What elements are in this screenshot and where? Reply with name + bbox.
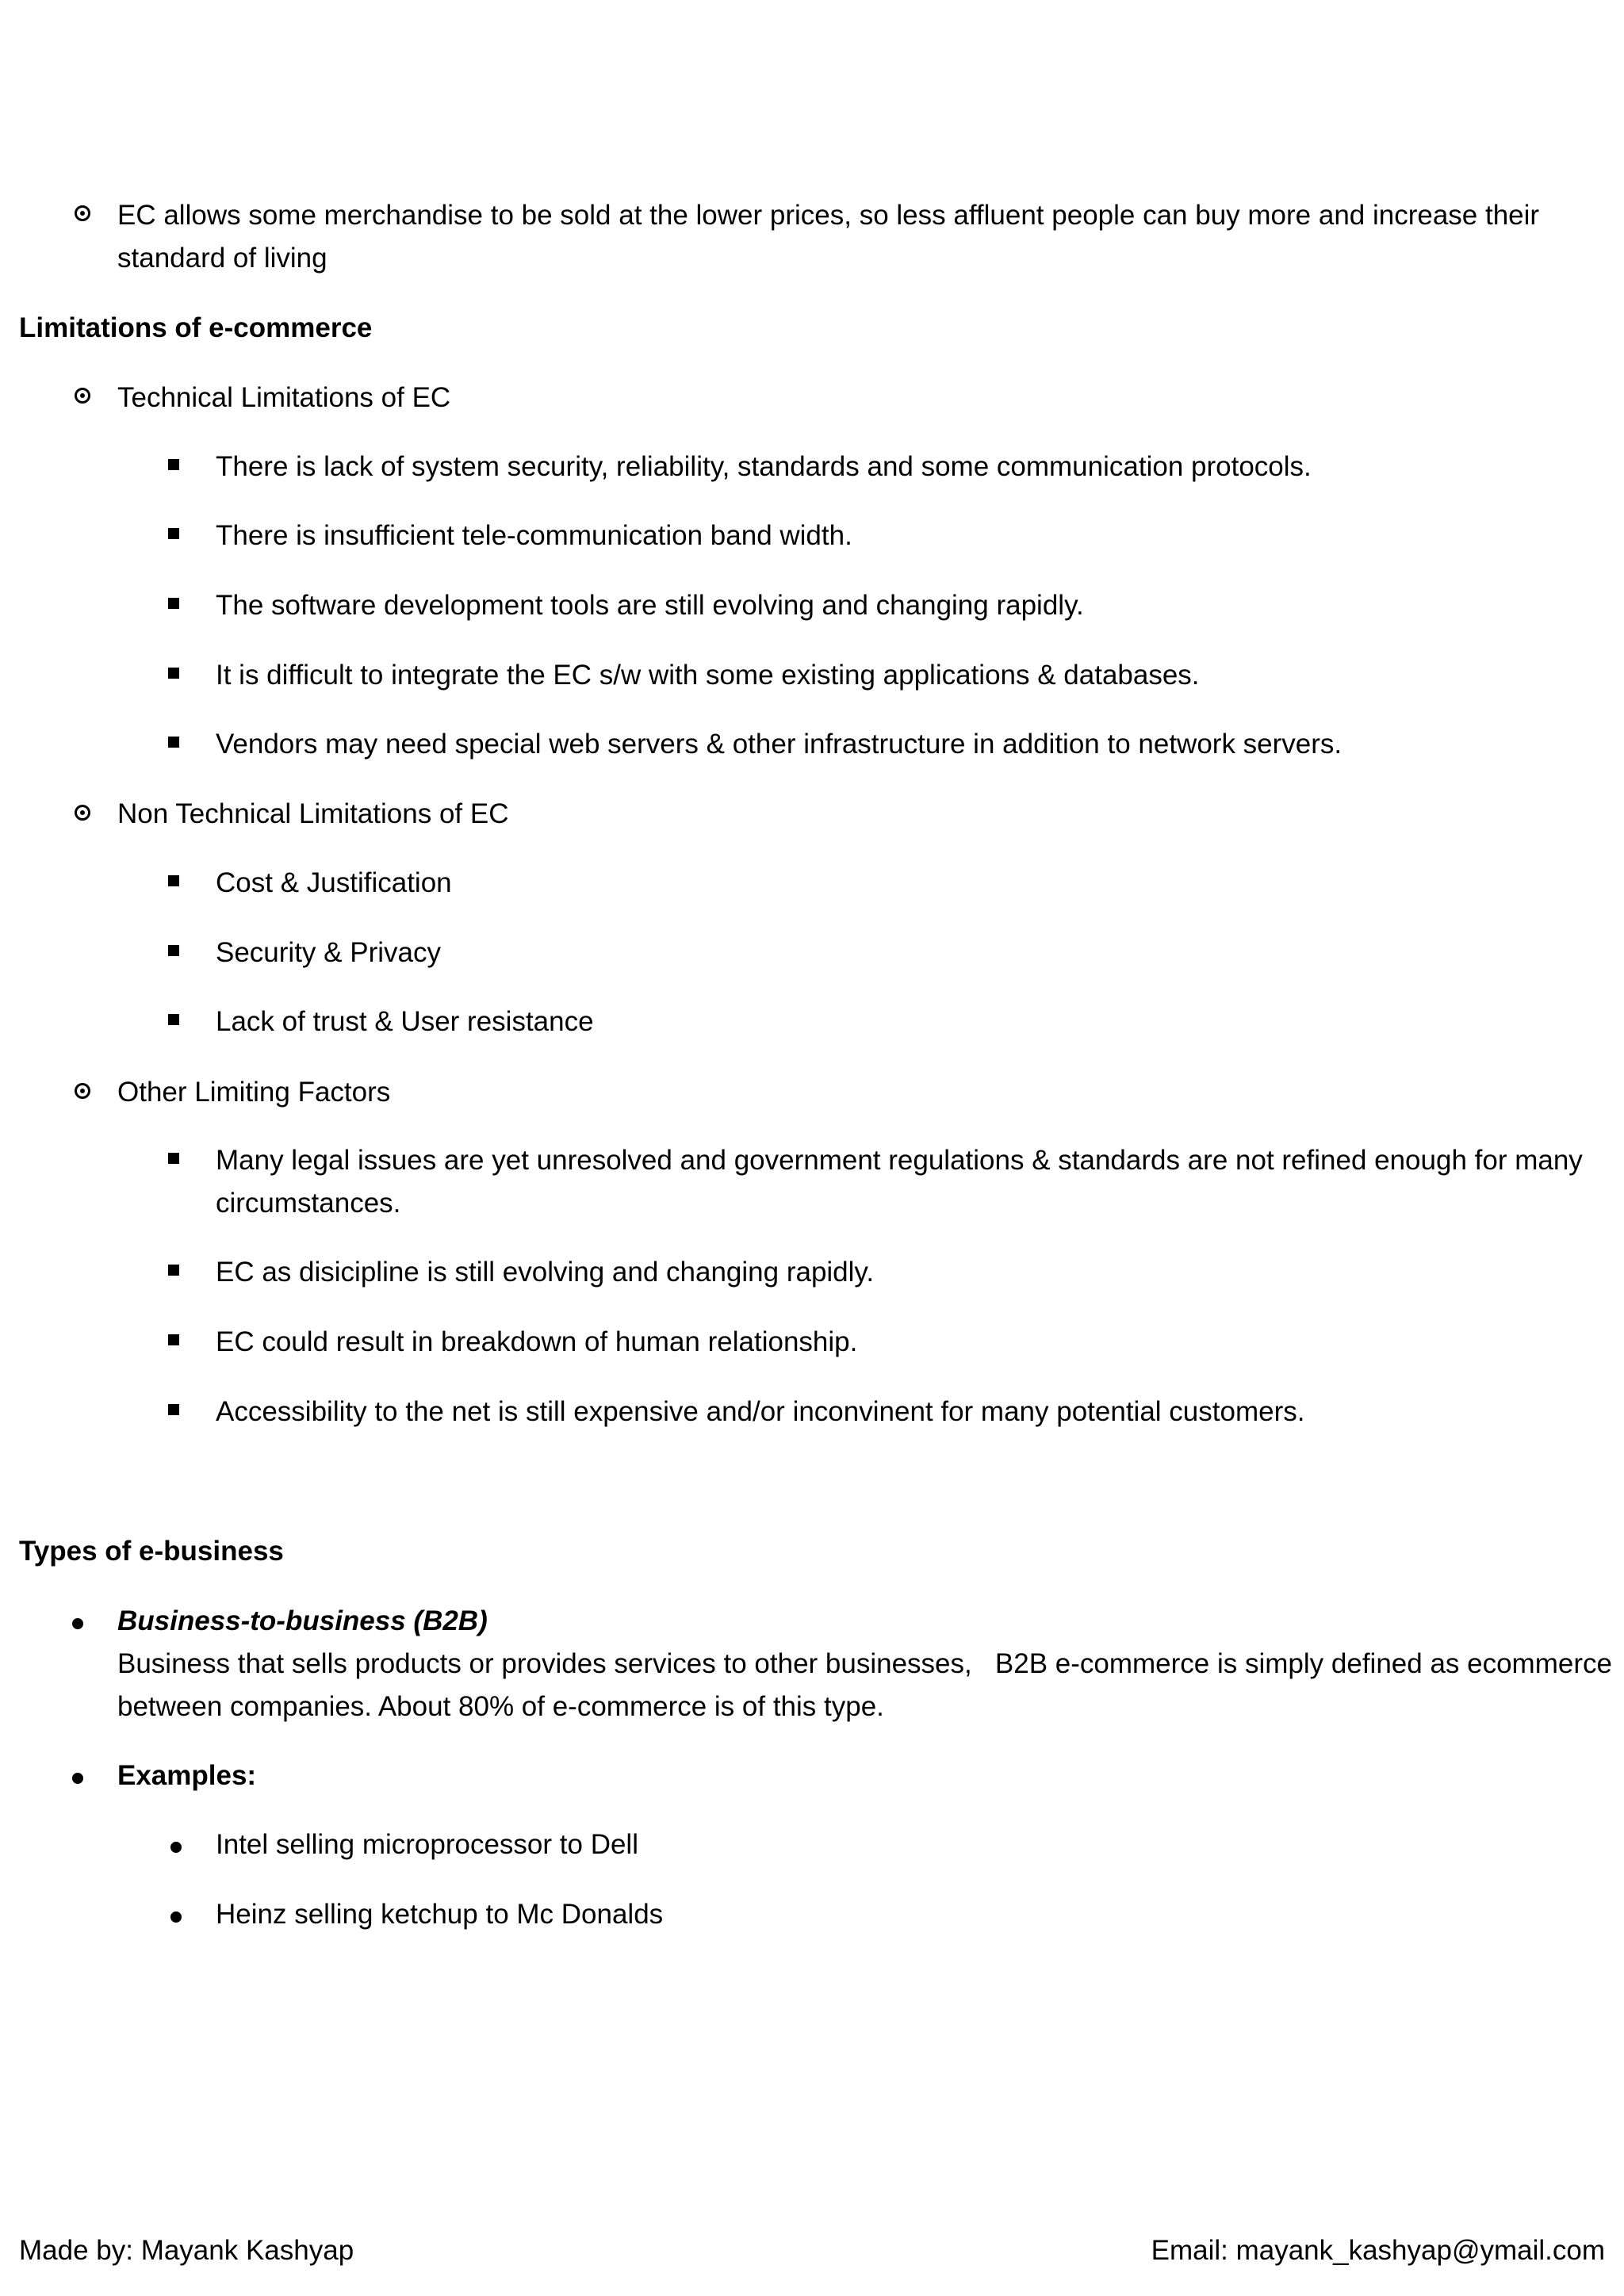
dot-bullet-icon [72, 1618, 83, 1629]
example-item: Intel selling microprocessor to Dell [216, 1829, 638, 1860]
square-bullet-icon [168, 459, 179, 470]
square-bullet-icon [168, 875, 179, 886]
square-bullet-icon [168, 1265, 179, 1276]
target-bullet-icon [75, 1083, 90, 1099]
non-technical-item: Security & Privacy [216, 937, 441, 968]
dot-bullet-icon [72, 1773, 83, 1784]
square-bullet-icon [168, 668, 179, 679]
square-bullet-icon [168, 1153, 179, 1164]
square-bullet-icon [168, 1334, 179, 1345]
dot-bullet-icon [170, 1842, 182, 1853]
non-technical-label: Non Technical Limitations of EC [117, 798, 509, 829]
square-bullet-icon [168, 1014, 179, 1025]
other-item-line2: circumstances. [216, 1188, 401, 1219]
b2b-description-line1: Business that sells products or provides services to other businesses, B2B e-commerce is simply defined as ecommerce [117, 1648, 1612, 1679]
limitations-heading: Limitations of e-commerce [19, 312, 373, 343]
technical-item: Vendors may need special web servers & other infrastructure in addition to network servers. [216, 729, 1342, 760]
target-bullet-icon [75, 205, 90, 221]
target-bullet-icon [75, 388, 90, 404]
types-heading: Types of e-business [19, 1536, 284, 1567]
footer-email: Email: mayank_kashyap@ymail.com [1151, 2235, 1605, 2266]
dot-bullet-icon [170, 1911, 182, 1923]
square-bullet-icon [168, 528, 179, 539]
technical-item: There is insufficient tele-communication band width. [216, 520, 852, 551]
square-bullet-icon [168, 737, 179, 748]
target-bullet-icon [75, 805, 90, 821]
examples-label: Examples: [117, 1760, 257, 1791]
square-bullet-icon [168, 1404, 179, 1415]
square-bullet-icon [168, 598, 179, 609]
square-bullet-icon [168, 945, 179, 956]
intro-bullet-line2: standard of living [117, 243, 327, 274]
technical-item: There is lack of system security, reliability, standards and some communication protocols. [216, 451, 1312, 482]
other-item: EC could result in breakdown of human relationship. [216, 1326, 858, 1357]
b2b-title: Business-to-business (B2B) [117, 1605, 488, 1636]
b2b-description-line2: between companies. About 80% of e-commerce is of this type. [117, 1691, 884, 1722]
technical-item: It is difficult to integrate the EC s/w with some existing applications & databases. [216, 660, 1200, 691]
other-item: Accessibility to the net is still expensive and/or inconvinent for many potential customers. [216, 1396, 1305, 1427]
other-label: Other Limiting Factors [117, 1077, 391, 1108]
non-technical-item: Cost & Justification [216, 867, 452, 898]
other-item-line1: Many legal issues are yet unresolved and government regulations & standards are not refined enough for many [216, 1145, 1583, 1176]
technical-label: Technical Limitations of EC [117, 382, 451, 413]
non-technical-item: Lack of trust & User resistance [216, 1006, 594, 1037]
technical-item: The software development tools are still evolving and changing rapidly. [216, 590, 1084, 621]
intro-bullet-line1: EC allows some merchandise to be sold at the lower prices, so less affluent people can buy more and increase their [117, 200, 1540, 231]
example-item: Heinz selling ketchup to Mc Donalds [216, 1899, 664, 1930]
other-item: EC as disicipline is still evolving and changing rapidly. [216, 1257, 875, 1288]
footer-made-by: Made by: Mayank Kashyap [19, 2235, 354, 2266]
